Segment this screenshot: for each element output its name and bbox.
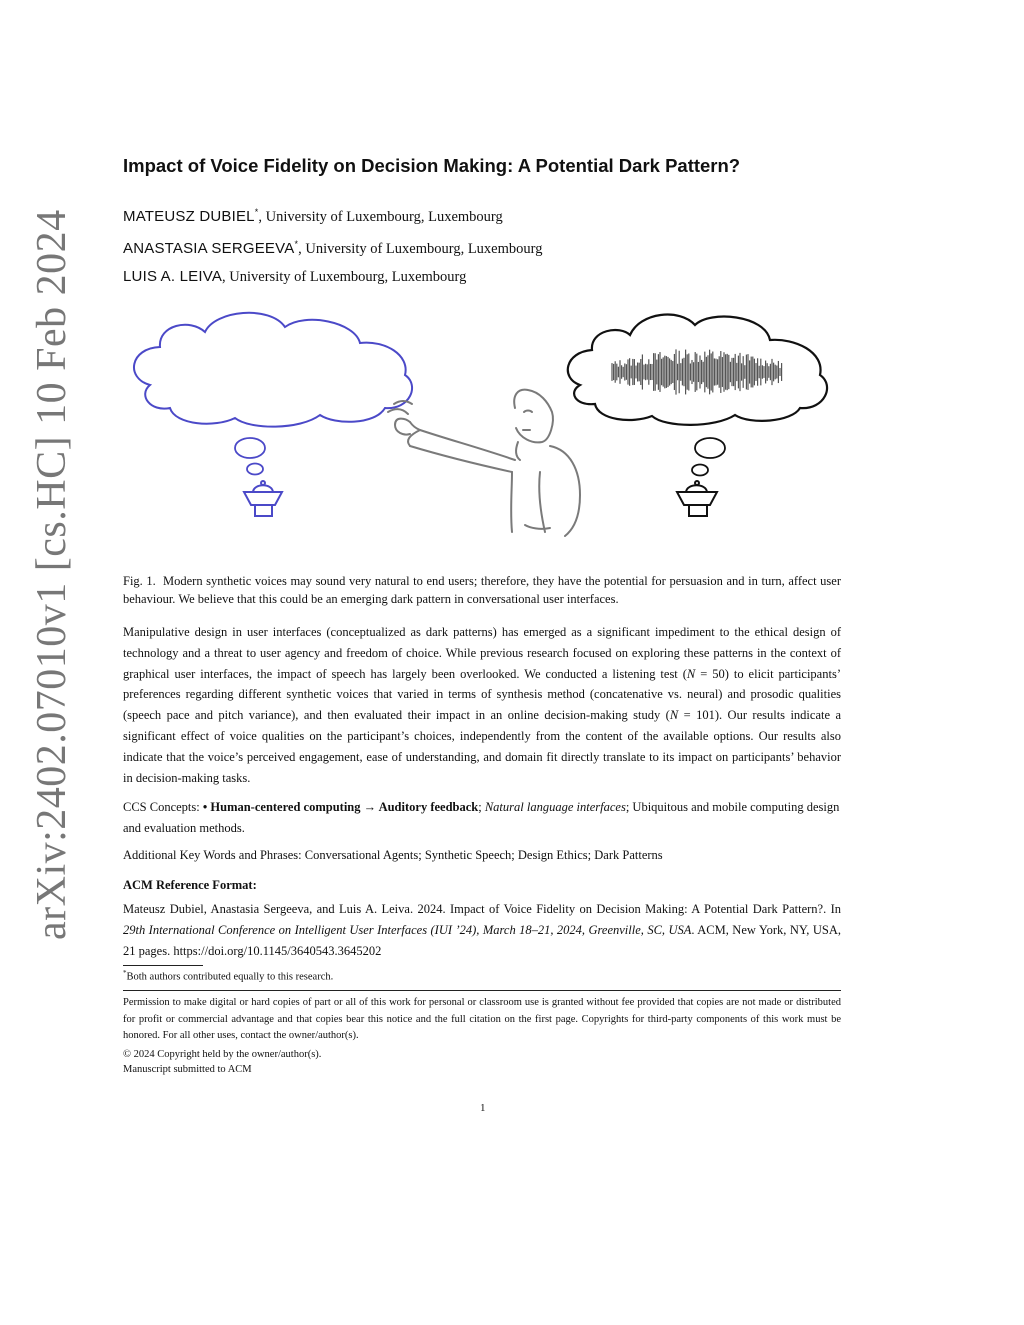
acm-reference-heading: ACM Reference Format: (123, 878, 257, 892)
manuscript-note: Manuscript submitted to ACM (123, 1064, 252, 1075)
arxiv-identifier: arXiv:2402.07010v1 [cs.HC] 10 Feb 2024 (29, 209, 75, 940)
author-affiliation: , University of Luxembourg, Luxembourg (222, 269, 467, 285)
caption-label: Fig. 1. (123, 574, 156, 588)
left-thought-bubble-large (235, 438, 265, 458)
left-thought-bubble-small (247, 464, 263, 475)
right-thought-bubble-large (695, 438, 725, 458)
keywords: Additional Key Words and Phrases: Conversational Agents; Synthetic Speech; Design Ethics; Dark Patterns (123, 848, 663, 862)
person-illustration (388, 390, 580, 536)
footnote-rule (123, 965, 203, 966)
page-number: 1 (480, 1102, 486, 1114)
right-speaker-icon (677, 481, 717, 516)
author-line (123, 231, 542, 263)
permission-rule (123, 990, 841, 991)
footnote: *Both authors contributed equally to this research. (123, 969, 334, 983)
caption-text: Modern synthetic voices may sound very natural to end users; therefore, they have the potential for persuasion and in turn, affect user behaviour. We believe that this could be an emerging dark pattern in conversational user interfaces. (123, 574, 841, 606)
left-speaker-icon (244, 481, 282, 516)
author-name: LUIS A. LEIVA (123, 268, 223, 285)
figure-caption (123, 572, 841, 608)
left-synthetic-waveform (180, 351, 350, 393)
author-line (123, 263, 542, 291)
right-natural-waveform (612, 349, 782, 394)
paper-title: Impact of Voice Fidelity on Decision Making: A Potential Dark Pattern? (123, 155, 741, 176)
ccs-concepts: CCS Concepts: • Human-centered computing → Auditory feedback; Natural language interfaces; Ubiquitous and mobile computing design and evaluation methods. (123, 800, 840, 835)
author-affiliation: , University of Luxembourg, Luxembourg (298, 241, 543, 257)
right-thought-bubble-small (692, 465, 708, 476)
author-line (123, 199, 542, 231)
abstract: Manipulative design in user interfaces (conceptualized as dark patterns) has emerged as a significant impediment to the ethical design of technology and a threat to user agency and freedom of choice. While previous research focused on exploring these patterns in the context of graphical user interfaces, the impact of speech has largely been overlooked. We conducted a listening test (N = 50) to elicit participants’ preferences regarding different synthetic voices that varied in terms of synthesis method (concatenative vs. neural) and prosodic qualities (speech pace and pitch variance), and then evaluated their impact in an online decision-making study (N = 101). Our results indicate a significant effect of voice qualities on the participant’s choices, independently from the content of the available options. Our results also indicate that the voice’s perceived engagement, ease of understanding, and domain fit directly translate to its impact on participants’ behavior in decision-making tasks. (123, 625, 841, 785)
teaser-figure (120, 300, 850, 550)
author-affiliation: , University of Luxembourg, Luxembourg (258, 209, 503, 225)
author-list (123, 199, 542, 291)
copyright-notice: © 2024 Copyright held by the owner/author(s). (123, 1049, 322, 1060)
acm-reference: Mateusz Dubiel, Anastasia Sergeeva, and Luis A. Leiva. 2024. Impact of Voice Fidelity on Decision Making: A Potential Dark Pattern?. In 29th International Conference on Intelligent User Interfaces (IUI ’24), March 18–21, 2024, Greenville, SC, USA. ACM, New York, NY, USA, 21 pages. https://doi.org/10.1145/3640543.3645202 (123, 902, 841, 958)
permission-notice: Permission to make digital or hard copies of part or all of this work for personal or classroom use is granted without fee provided that copies are not made or distributed for profit or commercial advantage and that copies bear this notice and the full citation on the first page. Copyrights for third-party components of this work must be honored. For all other uses, contact the owner/author(s). (123, 997, 841, 1041)
author-name: MATEUSZ DUBIEL* (123, 207, 259, 225)
right-thought-cloud (568, 315, 827, 425)
author-name: ANASTASIA SERGEEVA* (123, 239, 299, 257)
